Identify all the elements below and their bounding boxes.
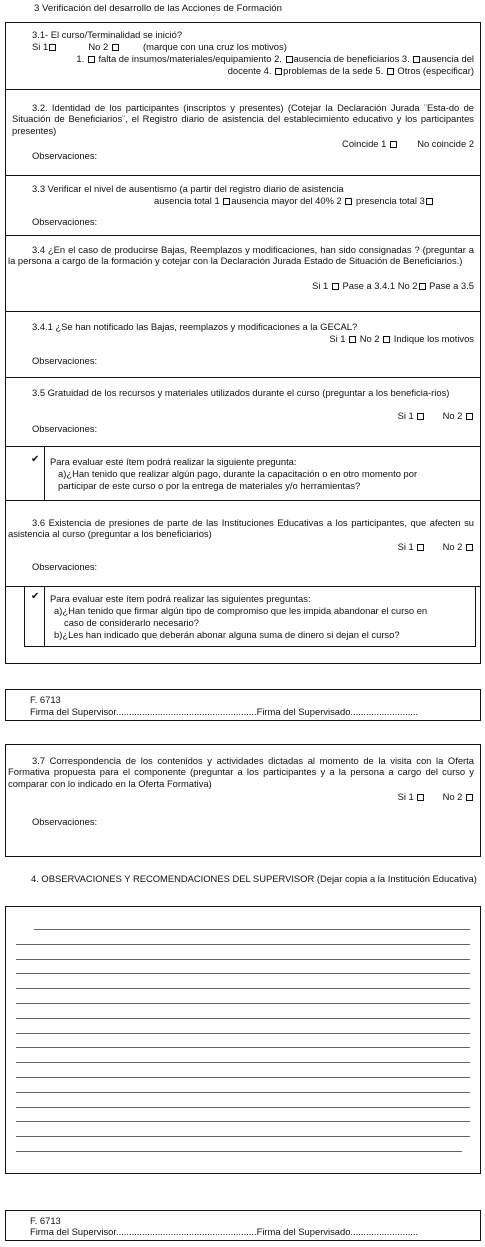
si-label: Si 1 <box>397 541 414 552</box>
si-label: Si 1 <box>329 333 346 344</box>
answer-row <box>32 41 287 52</box>
writing-line <box>16 1047 470 1048</box>
reason-1-label: falta de insumos/materiales/equipamiento 2. <box>98 53 282 64</box>
reason-4-checkbox[interactable] <box>275 68 282 75</box>
signature-box-1 <box>5 689 481 721</box>
section-3-1 <box>6 23 480 90</box>
checkmark-icon: ✔ <box>31 454 40 465</box>
observations-label: Observaciones: <box>32 561 98 572</box>
tip-box-1 <box>6 447 480 501</box>
absence-options <box>154 195 434 206</box>
no-coincide-label: No coincide 2 <box>417 138 474 149</box>
s341-answer-row <box>329 333 474 344</box>
coincide-label: Coincide 1 <box>342 138 387 149</box>
no-label: No 2 <box>359 333 380 344</box>
si-checkbox[interactable] <box>417 794 424 801</box>
tip-1-line-3: participar de este curso o por la entrega de materiales y/o herramientas? <box>58 480 361 491</box>
si-checkbox[interactable] <box>332 283 339 290</box>
question-3-1: 3.1- El curso/Terminalidad se inició? <box>32 29 183 40</box>
tip-2-line-4: b)¿Les han indicado que deberán abonar alguna suma de dinero si dejan el curso? <box>54 629 400 640</box>
reason-2-checkbox[interactable] <box>286 56 293 63</box>
observations-label: Observaciones: <box>32 816 98 827</box>
reason-3-label: ausencia del <box>421 53 474 64</box>
s34-answer-row <box>312 280 474 291</box>
section-3-2 <box>6 90 480 176</box>
form-number: F. 6713 <box>30 694 61 705</box>
reason-3-checkbox[interactable] <box>413 56 420 63</box>
presence-total-label: presencia total 3 <box>355 195 425 206</box>
no-label: No 2 <box>397 280 418 291</box>
si-label: Si 1 <box>397 410 414 421</box>
question-3-5: 3.5 Gratuidad de los recursos y materiales utilizados durante el curso (preguntar a los beneficia-rios) <box>32 387 450 398</box>
reason-4-label: problemas de la sede 5. <box>283 65 384 76</box>
tip-1-line-1: Para evaluar este ítem podrá realizar la siguiente pregunta: <box>50 456 297 467</box>
writing-line <box>34 929 470 930</box>
si-checkbox[interactable] <box>49 44 56 51</box>
section-3-6 <box>6 501 480 587</box>
no-checkbox[interactable] <box>383 336 390 343</box>
si-checkbox[interactable] <box>417 413 424 420</box>
section-3-4 <box>6 236 480 312</box>
writing-line <box>16 959 470 960</box>
observations-label: Observaciones: <box>32 216 98 227</box>
tip-2-line-3: caso de considerarlo necesario? <box>64 617 199 628</box>
signature-box-2 <box>5 1210 481 1241</box>
section-heading: 3 Verificación del desarrollo de las Acciones de Formación <box>34 3 282 14</box>
tip-2-line-1: Para evaluar este ítem podrá realizar las siguientes preguntas: <box>50 593 311 604</box>
question-3-6: 3.6 Existencia de presiones de parte de las Instituciones Educativas a los participantes, que afecten su asistencia al curso (preguntar a los beneficiarios) <box>8 517 474 540</box>
no-label: No 2 <box>442 791 463 802</box>
no-checkbox[interactable] <box>419 283 426 290</box>
writing-line <box>16 1062 470 1063</box>
no-checkbox[interactable] <box>466 794 473 801</box>
question-3-7: 3.7 Correspondencia de los contenidos y actividades dictadas al momento de la visita con la Oferta Formativa propuesta para el componente (preguntar a los participantes y a la persona a cargo del curso y comparar con lo indicado en la Oferta Formativa) <box>8 755 474 789</box>
s37-answer-row <box>398 791 474 802</box>
form-number: F. 6713 <box>30 1215 61 1226</box>
section-3-7 <box>5 744 481 857</box>
hint-label: Indique los motivos <box>393 333 474 344</box>
writing-line <box>16 944 470 945</box>
no-label: No 2 <box>442 541 463 552</box>
s35-answer-row <box>398 410 474 421</box>
s36-answer-row <box>398 541 474 552</box>
writing-line <box>16 1033 470 1034</box>
coincide-checkbox[interactable] <box>390 141 397 148</box>
question-3-2: 3.2. Identidad de los participantes (inscriptos y presentes) (Cotejar la Declaración Jurada ¨Esta-do de Situación de Beneficiarios¨, el Registro diario de asistencia del establecimiento educativo y los participantes presentes) <box>12 102 474 136</box>
si-pase-label: Pase a 3.4.1 <box>342 280 396 291</box>
si-label: Si 1 <box>397 791 414 802</box>
absence-40-checkbox[interactable] <box>345 198 352 205</box>
writing-line <box>16 1136 470 1137</box>
section-3-4-1 <box>6 312 480 378</box>
si-label: Si 1 <box>32 41 49 52</box>
no-checkbox[interactable] <box>466 544 473 551</box>
section-3-3 <box>6 176 480 236</box>
tip-box-2 <box>6 587 480 663</box>
writing-line <box>16 973 470 974</box>
checkmark-icon: ✔ <box>31 591 40 602</box>
writing-line <box>16 1107 470 1108</box>
reasons-line-2 <box>228 65 474 76</box>
reason-2-label: ausencia de beneficiarios 3. <box>293 53 410 64</box>
si-label: Si 1 <box>312 280 329 291</box>
signature-line: Firma del Supervisor......................................................Firma del Supervisado.......................... <box>30 1226 419 1237</box>
question-3-3: 3.3 Verificar el nivel de ausentismo (a partir del registro diario de asistencia <box>32 183 344 194</box>
presence-total-checkbox[interactable] <box>426 198 433 205</box>
observations-label: Observaciones: <box>32 150 98 161</box>
reason-5-label: Otros (especificar) <box>397 65 474 76</box>
reason-1-checkbox[interactable] <box>88 56 95 63</box>
writing-line <box>16 1121 470 1122</box>
question-3-4: 3.4 ¿En el caso de producirse Bajas, Reemplazos y modificaciones, han sido consignadas ? (preguntar a la persona a cargo de la formación y cotejar con la Declaración Jurada Estado de Situación de Beneficiarios.) <box>8 244 474 267</box>
observations-label: Observaciones: <box>32 423 98 434</box>
hint-label: (marque con una cruz los motivos) <box>143 41 287 52</box>
question-3-4-1: 3.4.1 ¿Se han notificado las Bajas, reemplazos y modificaciones a la GECAL? <box>32 321 358 332</box>
writing-line <box>16 988 470 989</box>
writing-line <box>16 1077 470 1078</box>
reason-5-checkbox[interactable] <box>387 68 394 75</box>
absence-total-checkbox[interactable] <box>223 198 230 205</box>
tip-2-line-2: a)¿Han tenido que firmar algún tipo de compromiso que les impida abandonar el curso en <box>54 605 428 616</box>
reason-1-number: 1. <box>76 53 85 64</box>
verification-box <box>5 22 481 664</box>
signature-line: Firma del Supervisor......................................................Firma del Supervisado.......................... <box>30 706 419 717</box>
absence-total-label: ausencia total 1 <box>154 195 220 206</box>
si-checkbox[interactable] <box>417 544 424 551</box>
no-label: No 2 <box>88 41 109 52</box>
writing-line <box>16 1018 470 1019</box>
reasons-line-1 <box>76 53 474 64</box>
writing-line <box>16 1151 462 1152</box>
reason-3-label-cont: docente 4. <box>227 65 272 76</box>
section-4-heading: 4. OBSERVACIONES Y RECOMENDACIONES DEL SUPERVISOR (Dejar copia a la Institución Educativa) <box>31 873 477 884</box>
tip-1-line-2: a)¿Han tenido que realizar algún pago, durante la capacitación o en otro momento por <box>58 468 418 479</box>
no-checkbox[interactable] <box>112 44 119 51</box>
observations-box[interactable] <box>5 906 481 1174</box>
section-3-5 <box>6 378 480 447</box>
observations-label: Observaciones: <box>32 355 98 366</box>
no-pase-label: Pase a 3.5 <box>429 280 474 291</box>
no-label: No 2 <box>442 410 463 421</box>
absence-40-label: ausencia mayor del 40% 2 <box>231 195 342 206</box>
no-checkbox[interactable] <box>466 413 473 420</box>
writing-line <box>16 1003 470 1004</box>
si-checkbox[interactable] <box>349 336 356 343</box>
writing-line <box>16 1092 470 1093</box>
coincide-row <box>342 138 474 149</box>
